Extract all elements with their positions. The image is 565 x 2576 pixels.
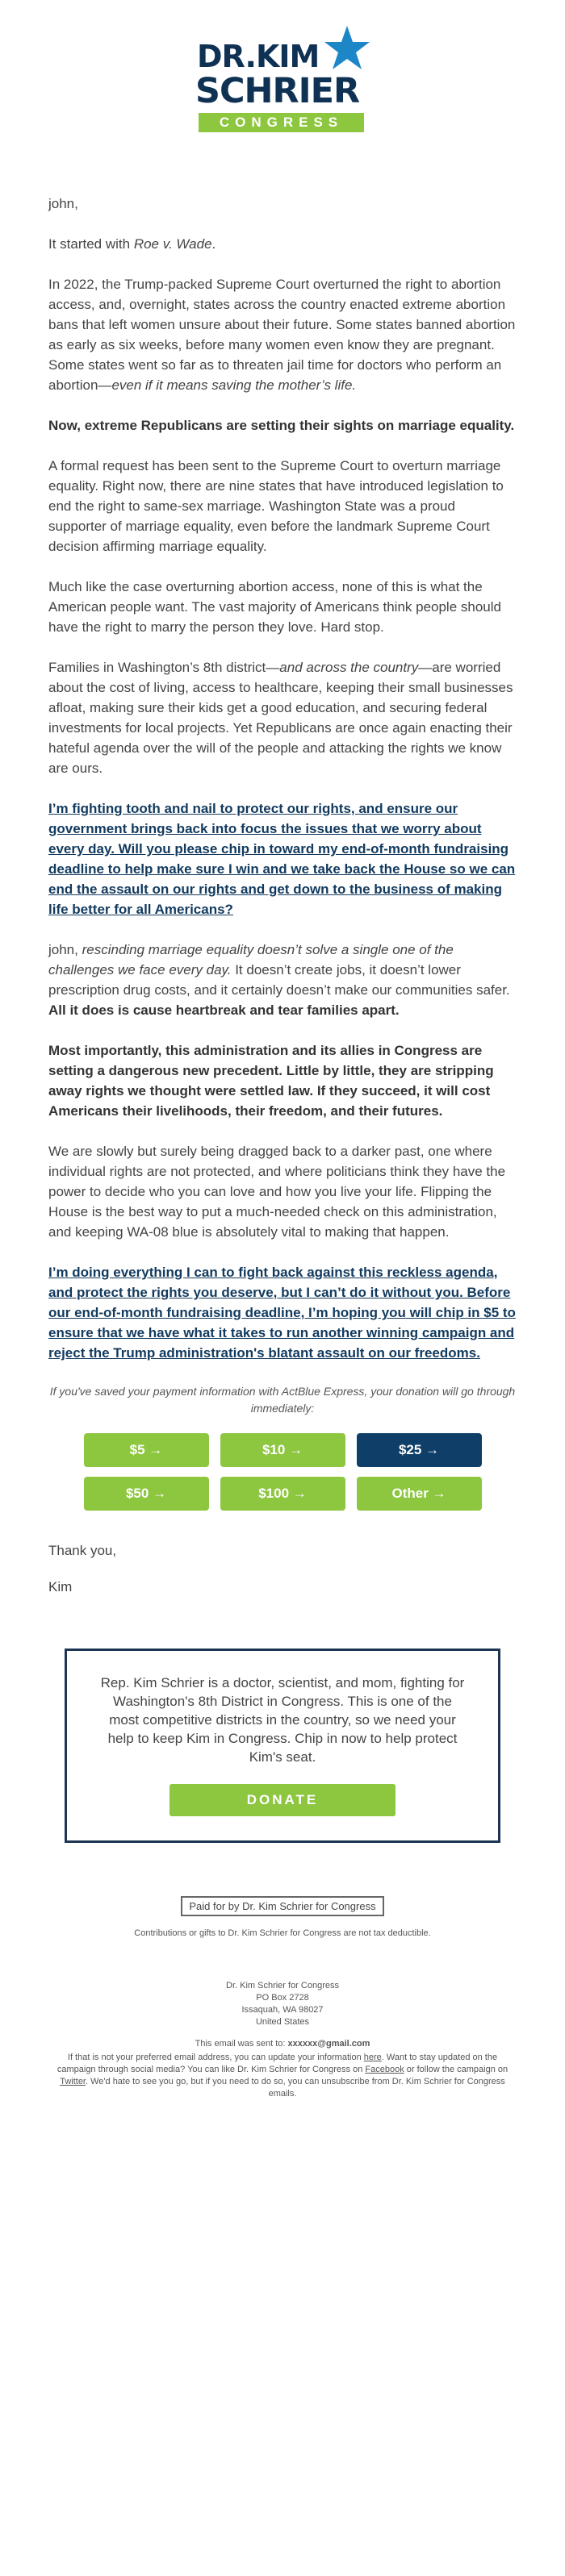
logo-title-line2: SCHRIER (195, 71, 360, 111)
twitter-link[interactable]: Twitter (60, 2077, 86, 2086)
signature-name: Kim (48, 1579, 73, 1594)
paragraph-formal-request: A formal request has been sent to the Supreme Court to overturn marriage equality. Right now, there are nine states that have introduced legislation to end the right to same-sex marriage. Washington State was a proud supporter of marriage equality, even before the landmark Supreme Court decision affirming marriage equality. (48, 458, 504, 554)
email-container (32, 0, 533, 2100)
paragraph-american-people: Much like the case overturning abortion access, none of this is what the American people want. The vast majority of Americans think people should have the right to marry the person they love. Hard stop. (48, 579, 501, 635)
mailing-address: Dr. Kim Schrier for Congress PO Box 2728 Issaquah, WA 98027 United States (226, 1981, 339, 2027)
footer (32, 1843, 533, 2100)
tax-notice: Contributions or gifts to Dr. Kim Schrier for Congress are not tax deductible. (134, 1928, 431, 1938)
recipient-email: xxxxxx@gmail.com (287, 2039, 370, 2049)
greeting: john, (48, 196, 78, 211)
fine-print: If that is not your preferred email address, you can update your information here. Want to stay updated on the campaign through social media? You can like Dr. Kim Schrier for Congress on Facebook or follow the campaign on Twitter. We'd hate to see you go, but if you need to do so, you can unsubscribe from Dr. Kim Schrier for Congress emails. (56, 2053, 508, 2099)
donation-buttons (32, 1433, 533, 1511)
paragraph-intro: It started with Roe v. Wade. (48, 236, 216, 252)
star-icon (323, 24, 371, 73)
header (32, 0, 533, 153)
update-info-link[interactable]: here (363, 2053, 382, 2062)
logo-title-line1: DR.KIM (197, 39, 320, 74)
sent-to: This email was sent to: xxxxxx@gmail.com (195, 2039, 370, 2049)
actblue-note: If you've saved your payment information with ActBlue Express, your donation will go through immediately: (49, 1385, 516, 1415)
facebook-link[interactable]: Facebook (365, 2065, 404, 2074)
paragraph-abortion: In 2022, the Trump-packed Supreme Court overturned the right to abortion access, and, overnight, states across the country enacted extreme abortion bans that left women unsure about their future. Some states banned abortion as early as six weeks, before many women even know they are pregnant. Some states went so far as to threaten jail time for doctors who perform an abortion—even if it means saving the mother’s life. (48, 277, 516, 393)
paid-for-by: Paid for by Dr. Kim Schrier for Congress (181, 1896, 383, 1916)
paragraph-rescinding: john, rescinding marriage equality doesn’t solve a single one of the challenges we face every day. It doesn’t create jobs, it doesn’t lower prescription drug costs, and it certainly doesn’t make our communities safer. All it does is cause heartbreak and tear families apart. (48, 942, 510, 1018)
about-text: Rep. Kim Schrier is a doctor, scientist, and mom, fighting for Washington's 8th District in Congress. This is one of the most competitive districts in the country, so we need your help to keep Kim in Congress. Chip in now to help protect Kim's seat. (100, 1675, 465, 1765)
donate-100-button[interactable]: $100 → (220, 1477, 345, 1511)
logo-congress-bar: CONGRESS (199, 113, 364, 132)
signoff (32, 1543, 533, 1595)
donate-link-2[interactable]: I’m doing everything I can to fight back against this reckless agenda, and protect the rights you deserve, but I can’t do it without you. Before our end-of-month fundraising deadline, I’m hoping you will chip in $5 to ensure that we have what it takes to run another winning campaign and reject the Trump administration's blatant assault on our freedoms. (48, 1265, 516, 1361)
email-body (32, 194, 533, 1363)
donate-5-button[interactable]: $5 → (84, 1433, 209, 1467)
campaign-logo (194, 24, 371, 129)
paragraph-darker-past: We are slowly but surely being dragged back to a darker past, one where individual rights are not protected, and where politicians think they have the power to decide who you can love and how you live your life. Flipping the House is the best way to put a much-needed check on this administration, and keeping WA-08 blue is absolutely vital to making that happen. (48, 1144, 506, 1240)
about-box (65, 1649, 500, 1843)
paragraph-precedent: Most importantly, this administration and its allies in Congress are setting a dangerous new precedent. Little by little, they are stripping away rights we thought were settled law. If they succeed, it will cost Americans their livelihoods, their freedom, and their futures. (48, 1043, 494, 1119)
paragraph-marriage-equality-heading: Now, extreme Republicans are setting their sights on marriage equality. (48, 418, 515, 433)
donate-link-1[interactable]: I’m fighting tooth and nail to protect our rights, and ensure our government brings back into focus the issues that we worry about every day. Will you please chip in toward my end-of-month fundraising deadline to help make sure I win and we take back the House so we can end the assault on our rights and get down to the business of making life better for all Americans? (48, 801, 516, 917)
donate-25-button[interactable]: $25 → (357, 1433, 482, 1467)
donate-50-button[interactable]: $50 → (84, 1477, 209, 1511)
thanks-text: Thank you, (48, 1543, 117, 1558)
paragraph-families: Families in Washington’s 8th district—and across the country—are worried about the cost of living, access to healthcare, keeping their small businesses afloat, making sure their kids get a good education, and securing federal investments for local projects. Yet Republicans are once again enacting their hateful agenda over the will of the people and attacking the rights we know are ours. (48, 660, 513, 776)
donate-10-button[interactable]: $10 → (220, 1433, 345, 1467)
donate-button[interactable]: DONATE (170, 1784, 396, 1816)
donate-other-button[interactable]: Other → (357, 1477, 482, 1511)
